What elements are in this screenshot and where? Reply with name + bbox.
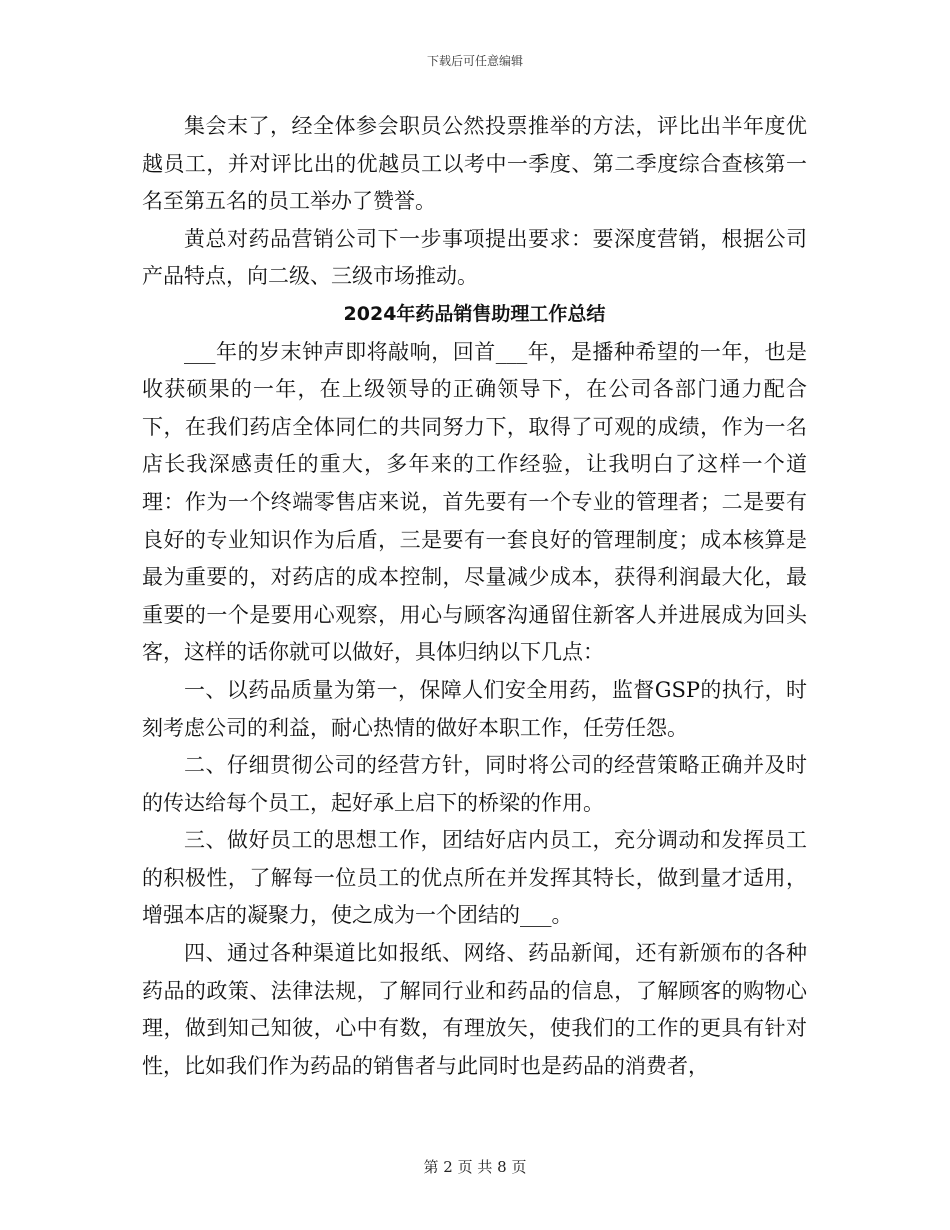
paragraph: 三、做好员工的思想工作，团结好店内员工，充分调动和发挥员工的积极性，了解每一位员工的优点所在并发挥其特长，做到量才适用，增强本店的凝聚力，使之成为一个团结的___。 [142,828,807,928]
paragraph: 一、以药品质量为第一，保障人们安全用药，监督GSP的执行，时刻考虑公司的利益，耐心热情的做好本职工作，任劳任怨。 [142,677,807,740]
page-number: 第 2 页 共 8 页 [423,1158,527,1176]
article-title: 2024年药品销售助理工作总结 [343,302,606,325]
paragraph: 四、通过各种渠道比如报纸、网络、药品新闻，还有新颁布的各种药品的政策、法律法规，了解同行业和药品的信息，了解顾客的购物心理，做到知己知彼，心中有数，有理放矢，使我们的工作的更具有针对性，比如我们作为药品的销售者与此同时也是药品的消费者， [142,941,807,1078]
paragraph: 黄总对药品营销公司下一步事项提出要求：要深度营销，根据公司产品特点，向二级、三级市场推动。 [142,226,807,289]
paragraph: ___年的岁末钟声即将敲响，回首___年，是播种希望的一年，也是收获硕果的一年，在上级领导的正确领导下，在公司各部门通力配合下，在我们药店全体同仁的共同努力下，取得了可观的成绩，作为一名店长我深感责任的重大，多年来的工作经验，让我明白了这样一个道理：作为一个终端零售店来说，首先要有一个专业的管理者；二是要有良好的专业知识作为后盾，三是要有一套良好的管理制度；成本核算是最为重要的，对药店的成本控制，尽量减少成本，获得利润最大化，最重要的一个是要用心观察，用心与顾客沟通留住新客人并进展成为回头客，这样的话你就可以做好，具体归纳以下几点： [142,339,807,665]
paragraph: 二、仔细贯彻公司的经营方针，同时将公司的经营策略正确并及时的传达给每个员工，起好承上启下的桥梁的作用。 [142,753,807,815]
paragraph: 集会末了，经全体参会职员公然投票推举的方法，评比出半年度优越员工，并对评比出的优越员工以考中一季度、第二季度综合查核第一名至第五名的员工举办了赞誉。 [142,114,807,214]
document-body [142,108,807,1085]
page-header: 下载后可任意编辑 [426,54,523,68]
